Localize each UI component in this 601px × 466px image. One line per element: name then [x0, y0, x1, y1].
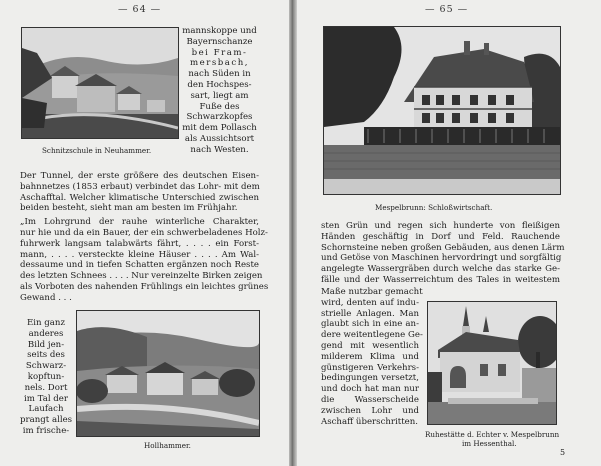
- text-line: fuhrwerk langsam talabwärts fährt, . . . . ein Forst-: [20, 238, 259, 249]
- text-line: Gewand . . .: [20, 292, 72, 303]
- text-line: fälle und der Wasserreichtum des Tales in weitestem: [321, 274, 560, 285]
- text-line: die Wasserscheide: [321, 394, 419, 405]
- text-line: dessaume und in tiefen Schatten ergänzen noch Reste: [20, 260, 259, 271]
- photo-schnitzschule: [21, 27, 179, 139]
- text-line: Aschafftal. Welcher klimatische Unterschied zwischen: [20, 192, 259, 203]
- text-line: sten Grün und regen sich hunderte von fleißigen: [321, 221, 560, 231]
- text-line: nur hie und da ein Bauer, der ein schwerbeladenes Holz-: [20, 227, 268, 238]
- text-line: Schwarzkopfes: [186, 112, 253, 123]
- photo-mespelbrunn-schlosswirtschaft: [323, 26, 561, 195]
- left-column-text: [321, 287, 423, 427]
- text-line: nach Süden in: [188, 69, 251, 80]
- text-line: Händen geschäftig in Dorf und Feld. Rauchende: [321, 231, 560, 242]
- photo-caption: Hollhammer.: [144, 441, 191, 450]
- page-header: — 65 —: [425, 4, 469, 15]
- text-line: Maße nutzbar gemacht: [321, 287, 423, 297]
- text-line: milderem Klima und: [321, 351, 419, 362]
- page-header: — 64 —: [118, 4, 162, 15]
- text-line: Bayernschanze: [186, 36, 253, 47]
- text-line: glaubt sich in eine an-: [321, 319, 419, 330]
- photo-ruhestaette-hessenthal: [427, 301, 557, 425]
- text-line: „Im Lohrgrund der rauhe winterliche Charakter,: [20, 217, 259, 228]
- text-line: Der Tunnel, der erste größere des deutschen Eisen-: [20, 171, 259, 181]
- text-line: und Getöse von Maschinen hervordringt und sorgfältig: [321, 253, 562, 264]
- text-line: im Tal der: [24, 393, 68, 404]
- text-line: des letzten Schnees . . . . Nur vereinzelte Birken zeigen: [20, 271, 263, 282]
- text-line: sart, liegt am: [190, 90, 249, 101]
- left-page: [0, 0, 289, 466]
- text-line: den Hochspes-: [187, 79, 252, 90]
- text-line: Schwarz-: [25, 361, 67, 372]
- body-text: [321, 221, 565, 286]
- body-text: [20, 171, 269, 304]
- text-line: bedingungen versetzt,: [321, 373, 419, 384]
- side-column-text: [179, 26, 260, 156]
- text-line: mann, . . . . versteckte kleine Häuser . . . . Am Wal-: [20, 249, 259, 260]
- text-line: Aschaff überschritten.: [321, 416, 419, 427]
- page-number: 5: [560, 448, 566, 457]
- text-line: strielle Anlagen. Man: [321, 308, 419, 319]
- text-line: dere weitentlegene Ge-: [321, 330, 423, 341]
- text-line: angelegte Wassergräben durch welche das starke Ge-: [321, 264, 560, 275]
- photo-caption: Ruhestätte d. Echter v. Mespelbrunn: [425, 430, 560, 439]
- text-line: prangt alles: [20, 415, 73, 426]
- text-line: gend mit wesentlich: [321, 340, 419, 351]
- text-line: nels. Dort: [24, 382, 68, 393]
- left-column-text: [20, 318, 72, 437]
- photo-caption: im Hessenthal.: [462, 439, 517, 448]
- text-line: Fuße des: [199, 101, 240, 112]
- photo-caption: Mespelbrunn: Schloßwirtschaft.: [375, 203, 493, 212]
- text-line: bei Fram-: [191, 47, 248, 58]
- right-page: [297, 0, 601, 466]
- text-line: Schornsteine neben großen Gebäuden, aus denen Lärm: [321, 242, 565, 253]
- text-line: mersbach,: [190, 58, 249, 69]
- text-line: als Aussichtsort: [184, 133, 255, 144]
- photo-caption: Schnitzschule in Neuhammer.: [42, 146, 152, 155]
- text-line: und doch hat man nur: [321, 384, 419, 395]
- text-line: Bild jen-: [27, 339, 65, 350]
- text-line: Ein ganz: [27, 318, 65, 328]
- text-line: beiden besteht, sieht man am besten im Frühjahr.: [20, 203, 238, 214]
- text-line: im frische-: [22, 425, 70, 436]
- text-line: wird, denten auf indu-: [321, 297, 419, 308]
- text-line: kopftun-: [27, 371, 65, 382]
- book-gutter: [289, 0, 297, 466]
- text-line: nach Westen.: [190, 144, 249, 155]
- text-line: mannskoppe und: [182, 26, 257, 36]
- photo-hollhammer: [76, 310, 260, 437]
- text-line: Laufach: [28, 404, 64, 415]
- text-line: mit dem Pollasch: [182, 123, 257, 134]
- text-line: zwischen Lohr und: [321, 405, 419, 416]
- text-line: anderes: [28, 328, 64, 339]
- text-line: seits des: [27, 350, 65, 361]
- text-line: als Vorboten des nahenden Frühlings ein leichtes grünes: [20, 281, 269, 292]
- text-line: günstigeren Verkehrs-: [321, 362, 419, 373]
- text-line: bahnnetzes (1853 erbaut) verbindet das Lohr- mit dem: [20, 181, 260, 192]
